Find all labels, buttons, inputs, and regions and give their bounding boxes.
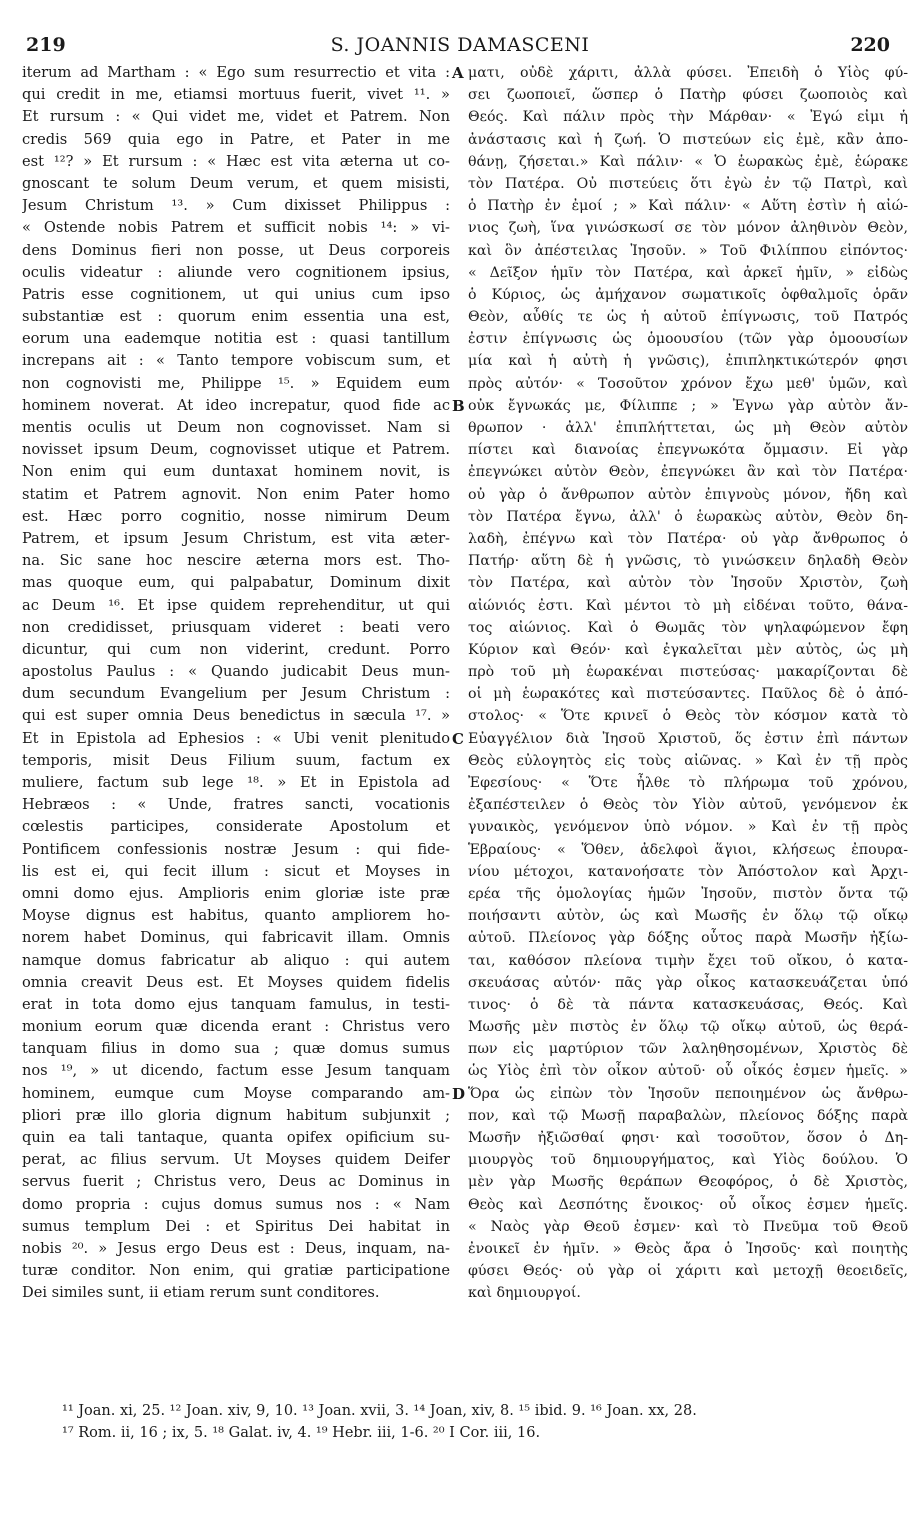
latin-text-line: non credidisset, priusquam videret : beati vero <box>22 618 450 636</box>
latin-text-line: Hebræos : « Unde, fratres sancti, vocationis <box>22 796 450 814</box>
greek-text-line: Ἐφεσίους· « Ὅτε ἦλθε τὸ πλήρωμα τοῦ χρόνου, <box>468 775 908 791</box>
page-number-left: 219 <box>26 34 66 56</box>
latin-text-line: dens Dominus fieri non posse, ut Deus corporeis <box>22 241 450 259</box>
greek-text-line: οὐκ ἔγνωκάς με, Φίλιππε ; » Ἐγνω γὰρ αὐτὸν ἄν- <box>468 397 908 414</box>
greek-text-line: Ἑβραίους· « Ὅθεν, ἀδελφοὶ ἅγιοι, κλήσεως ἐπουρα- <box>468 841 908 858</box>
latin-text-line: Patris esse cognitionem, ut qui unius cum ipso <box>22 285 450 303</box>
latin-text-line: increpans ait : « Tanto tempore vobiscum sum, et <box>22 352 450 370</box>
latin-text-line: Jesum Christum ¹³. » Cum dixisset Philippus : <box>22 197 450 215</box>
greek-text-line: λαδὴ, ἐπέγνω καὶ τὸν Πατέρα· οὐ γὰρ ἄνθρωπος ὁ <box>468 530 908 547</box>
latin-text-line: est. Hæc porro cognitio, nosse nimirum Deum <box>22 507 450 525</box>
latin-column <box>22 62 450 1372</box>
greek-text-line: θρωπον · ἀλλ' ἐπιπλήττεται, ὡς μὴ Θεὸν αὐτὸν <box>468 420 908 436</box>
greek-text-line: ἐξαπέστειλεν ὁ Θεὸς τὸν Υἱὸν αὐτοῦ, γενόμενον ἐκ <box>468 797 908 814</box>
margin-marker-b: B <box>452 397 465 415</box>
greek-text-line: ἐνοικεῖ ἐν ἡμῖν. » Θεὸς ἄρα ὁ Ἰησοῦς· καὶ ποιητὴς <box>468 1240 908 1257</box>
latin-text-line: qui credit in me, etiamsi mortuus fuerit, vivet ¹¹. » <box>22 86 450 104</box>
latin-text-line: temporis, misit Deus Filium suum, factum ex <box>22 751 450 769</box>
latin-text-line: namque domus fabricatur ab aliquo : qui autem <box>22 951 450 969</box>
latin-text-line: perat, ac filius servum. Ut Moyses quidem Deifer <box>22 1151 450 1169</box>
latin-text-line: na. Sic sane hoc nescire æterna mors est. Tho- <box>22 552 450 570</box>
greek-text-line: Μωσῆν ἠξιῶσθαί φησι· καὶ τοσοῦτον, ὅσον ὁ Δη- <box>468 1130 908 1146</box>
greek-text-line: τὸν Πατέρα, καὶ αὐτὸν τὸν Ἰησοῦν Χριστὸν, ζωὴ <box>468 575 908 592</box>
greek-text-line: Μωσῆς μὲν πιστὸς ἐν ὅλῳ τῷ οἴκῳ αὐτοῦ, ὡς θερά- <box>468 1019 908 1036</box>
footnote-line: ¹⁷ Rom. ii, 16 ; ix, 5. ¹⁸ Galat. iv, 4. ¹⁹ Hebr. iii, 1-6. ²⁰ I Cor. iii, 16. <box>62 1425 541 1441</box>
greek-text-line: σει ζωοποιεῖ, ὥσπερ ὁ Πατὴρ φύσει ζωοποιὸς καὶ <box>468 87 908 104</box>
margin-marker-d: D <box>452 1085 466 1103</box>
footnote-line: ¹¹ Joan. xi, 25. ¹² Joan. xiv, 9, 10. ¹³ Joan. xvii, 3. ¹⁴ Joan, xiv, 8. ¹⁵ ibid. 9. ¹⁶ Joan. xx, 28. <box>62 1403 697 1419</box>
greek-text-line: Θεὸν, αὖθίς τε ὡς ἡ αὐτοῦ ἐπίγνωσις, τοῦ Πατρός <box>468 309 908 326</box>
greek-text-line: ἀνάστασις καὶ ἡ ζωή. Ὁ πιστεύων εἰς ἐμὲ, κἂν ἀπο- <box>468 131 908 148</box>
latin-text-line: statim et Patrem agnovit. Non enim Pater homo <box>22 485 450 503</box>
latin-text-line: Patrem, et ipsum Jesum Christum, est vita æter- <box>22 529 450 547</box>
greek-text-line: θάνῃ, ζήσεται.» Καὶ πάλιν· « Ὁ ἑωρακὼς ἐμὲ, ἑώρακε <box>468 153 908 170</box>
greek-text-line: πρὸ τοῦ μὴ ἑωρακέναι πιστεύσας· μακαρίζονται δὲ <box>468 664 908 681</box>
greek-text-line: Εὐαγγέλιον διὰ Ἰησοῦ Χριστοῦ, ὅς ἐστιν ἐπὶ πάντων <box>468 730 908 747</box>
greek-text-line: τὸν Πατέρα. Οὐ πιστεύεις ὅτι ἐγὼ ἐν τῷ Πατρὶ, καὶ <box>468 175 908 192</box>
greek-text-line: πον, καὶ τῷ Μωσῇ παραβαλὼν, πλείονος δόξης παρὰ <box>468 1107 908 1124</box>
latin-text-line: quin ea tali tantaque, quanta opifex opificium su- <box>22 1129 450 1146</box>
latin-text-line: est ¹²? » Et rursum : « Hæc est vita æterna ut co- <box>22 152 450 170</box>
latin-text-line: ac Deum ¹⁶. Et ipse quidem reprehenditur, ut qui <box>22 596 450 614</box>
greek-text-line: ὡς Υἱὸς ἐπὶ τὸν οἶκον αὐτοῦ· οὗ οἶκός ἐσμεν ἡμεῖς. » <box>468 1063 908 1080</box>
greek-column <box>468 62 908 1372</box>
latin-text-line: nobis ²⁰. » Jesus ergo Deus est : Deus, inquam, na- <box>22 1239 450 1257</box>
greek-text-line: οὐ γὰρ ὁ ἄνθρωπον αὐτὸν ἐπιγνοὺς μόνον, ἤδη καὶ <box>468 486 908 503</box>
latin-text-line: turæ conditor. Non enim, qui gratiæ participatione <box>22 1262 450 1280</box>
latin-text-line: erat in tota domo ejus tanquam famulus, in testi- <box>22 995 450 1013</box>
page-header <box>0 34 920 60</box>
greek-text-line: ερέα τῆς ὁμολογίας ἡμῶν Ἰησοῦν, πιστὸν ὄντα τῷ <box>468 885 908 902</box>
greek-text-line: « Δεῖξον ἡμῖν τὸν Πατέρα, καὶ ἀρκεῖ ἡμῖν, » εἰδὼς <box>468 264 908 281</box>
latin-text-line: omni domo ejus. Amplioris enim gloriæ iste præ <box>22 884 450 902</box>
greek-text-line: πίστει καὶ διανοίας ἐπεγνωκότα ὄμμασιν. Εἰ γὰρ <box>468 442 908 459</box>
latin-text-line: gnoscant te solum Deum verum, et quem misisti, <box>22 174 450 192</box>
greek-text-line: ὁ Κύριος, ὡς ἀμήχανον σωματικοῖς ὀφθαλμοῖς ὁρᾶν <box>468 286 908 303</box>
latin-text-line: dicuntur, qui cum non viderint, credunt. Porro <box>22 640 450 658</box>
latin-text-line: mentis oculis ut Deum non cognovisset. Nam si <box>22 419 450 436</box>
greek-text-line: Πατήρ· αὕτη δὲ ἡ γνῶσις, τὸ γινώσκειν δηλαδὴ Θεὸν <box>468 553 908 570</box>
greek-text-line: τος αἰώνιος. Καὶ ὁ Θωμᾶς τὸν ψηλαφώμενον ἔφη <box>468 619 908 636</box>
latin-text-line: Dei similes sunt, ii etiam rerum sunt conditores. <box>22 1284 380 1302</box>
greek-text-line: Ὅρα ὡς εἰπὼν τὸν Ἰησοῦν πεποιημένον ὡς ἄνθρω- <box>468 1085 908 1102</box>
margin-marker-a: A <box>452 64 464 82</box>
latin-text-line: nos ¹⁹, » ut dicendo, factum esse Jesum tanquam <box>22 1062 450 1080</box>
page-number-right: 220 <box>850 34 890 56</box>
greek-text-line: ται, καθόσον πλείονα τιμὴν ἔχει τοῦ οἴκου, ὁ κατα- <box>468 952 908 969</box>
greek-text-line: γυναικὸς, γενόμενον ὑπὸ νόμον. » Καὶ ἐν τῇ πρὸς <box>468 819 908 836</box>
greek-text-line: τὸν Πατέρα ἔγνω, ἀλλ' ὁ ἑωρακὼς αὐτὸν, Θεὸν δη- <box>468 508 908 525</box>
greek-text-line: ἐστιν ἐπίγνωσις ὡς ὁμοουσίου (τῶν γὰρ ὁμοουσίων <box>468 331 908 348</box>
greek-text-line: μία καὶ ἡ αὐτὴ ἡ γνῶσις), ἐπιπληκτικώτερόν φησι <box>468 353 908 370</box>
latin-text-line: oculis videatur : aliunde vero cognitionem ipsius, <box>22 263 450 281</box>
latin-text-line: hominem noverat. At ideo increpatur, quod fide ac <box>22 396 450 414</box>
latin-text-line: hominem, eumque cum Moyse comparando am- <box>22 1084 450 1102</box>
latin-text-line: eorum una eademque notitia est : quasi tantillum <box>22 330 450 348</box>
greek-text-line: Θεὸς καὶ Δεσπότης ἔνοικος· οὗ οἶκος ἐσμεν ἡμεῖς. <box>468 1196 908 1213</box>
latin-text-line: Et rursum : « Qui videt me, videt et Patrem. Non <box>22 108 450 126</box>
greek-text-line: καὶ δημιουργοί. <box>468 1285 581 1302</box>
running-title: S. JOANNIS DAMASCENI <box>330 34 590 56</box>
latin-text-line: dum secundum Evangelium per Jesum Christum : <box>22 685 450 703</box>
latin-text-line: qui est super omnia Deus benedictus in sæcula ¹⁷. » <box>22 707 450 725</box>
latin-text-line: Non enim qui eum duntaxat hominem novit, is <box>22 463 450 481</box>
latin-text-line: cœlestis participes, considerate Apostolum et <box>22 818 450 836</box>
latin-text-line: Pontificem confessionis nostræ Jesum : qui fide- <box>22 840 450 858</box>
latin-text-line: monium eorum quæ dicenda erant : Christus vero <box>22 1018 450 1036</box>
greek-text-line: Θεὸς εὐλογητὸς εἰς τοὺς αἰῶνας. » Καὶ ἐν τῇ πρὸς <box>468 752 908 769</box>
greek-text-line: ποιήσαντι αὐτὸν, ὡς καὶ Μωσῆς ἐν ὅλῳ τῷ οἴκῳ <box>468 908 908 925</box>
latin-text-line: domo propria : cujus domus sumus nos : « Nam <box>22 1195 450 1213</box>
latin-text-line: novisset ipsum Deum, cognovisset utique et Patrem. <box>22 441 450 459</box>
greek-text-line: μὲν γὰρ Μωσῆς θεράπων Θεοφόρος, ὁ δὲ Χριστὸς, <box>468 1174 908 1191</box>
latin-text-line: tanquam filius in domo sua ; quæ domus sumus <box>22 1040 450 1058</box>
latin-text-line: muliere, factum sub lege ¹⁸. » Et in Epistola ad <box>22 774 450 791</box>
greek-text-line: ματι, οὐδὲ χάριτι, ἀλλὰ φύσει. Ἐπειδὴ ὁ Υἱὸς φύ- <box>468 65 908 81</box>
latin-text-line: lis est ei, qui fecit illum : sicut et Moyses in <box>22 862 450 880</box>
greek-text-line: ὁ Πατὴρ ἐν ἐμοί ; » Καὶ πάλιν· « Αὕτη ἐστὶν ἡ αἰώ- <box>468 198 908 215</box>
latin-text-line: credis 569 quia ego in Patre, et Pater in me <box>22 130 450 148</box>
greek-text-line: « Ναὸς γὰρ Θεοῦ ἐσμεν· καὶ τὸ Πνεῦμα τοῦ Θεοῦ <box>468 1218 908 1235</box>
greek-text-line: φύσει Θεός· οὐ γὰρ οἱ χάριτι καὶ μετοχῇ θεοειδεῖς, <box>468 1263 908 1280</box>
greek-text-line: πρὸς αὐτόν· « Τοσοῦτον χρόνον ἔχω μεθ' ὑμῶν, καὶ <box>468 375 908 392</box>
latin-text-line: apostolus Paulus : « Quando judicabit Deus mun- <box>22 663 450 681</box>
latin-text-line: « Ostende nobis Patrem et sufficit nobis ¹⁴: » vi- <box>22 219 450 237</box>
footnotes <box>62 1400 892 1444</box>
greek-text-line: τινος· ὁ δὲ τὰ πάντα κατασκευάσας, Θεός. Καὶ <box>468 996 908 1013</box>
greek-text-line: καὶ ὃν ἀπέστειλας Ἰησοῦν. » Τοῦ Φιλίππου εἰπόντος· <box>468 242 908 259</box>
greek-text-line: πων εἰς μαρτύριον τῶν λαληθησομένων, Χριστὸς δὲ <box>468 1041 908 1058</box>
latin-text-line: Et in Epistola ad Ephesios : « Ubi venit plenitudo <box>22 729 450 747</box>
latin-text-line: iterum ad Martham : « Ego sum resurrectio et vita : <box>22 64 450 81</box>
latin-text-line: servus fuerit ; Christus vero, Deus ac Dominus in <box>22 1173 450 1191</box>
greek-text-line: οἱ μὴ ἑωρακότες καὶ πιστεύσαντες. Παῦλος δὲ ὁ ἀπό- <box>468 686 908 703</box>
greek-text-line: σκευάσας αὐτόν· πᾶς γὰρ οἶκος κατασκευάζεται ὑπό <box>468 974 908 991</box>
margin-marker-c: C <box>452 730 464 748</box>
latin-text-line: omnia creavit Deus est. Et Moyses quidem fidelis <box>22 973 450 991</box>
greek-text-line: αὐτοῦ. Πλείονος γὰρ δόξης οὗτος παρὰ Μωσῆν ἠξίω- <box>468 930 908 947</box>
latin-text-line: norem habet Dominus, qui fabricavit illam. Omnis <box>22 929 450 947</box>
greek-text-line: στολος· « Ὅτε κρινεῖ ὁ Θεὸς τὸν κόσμον κατὰ τὸ <box>468 708 908 725</box>
latin-text-line: sumus templum Dei : et Spiritus Dei habitat in <box>22 1217 450 1235</box>
greek-text-line: αἰώνιός ἐστι. Καὶ μέντοι τὸ μὴ εἰδέναι τοῦτο, θάνα- <box>468 597 908 614</box>
greek-text-line: νιος ζωὴ, ἵνα γινώσκωσί σε τὸν μόνον ἀληθινὸν Θεὸν, <box>468 220 908 237</box>
greek-text-line: Θεός. Καὶ πάλιν πρὸς τὴν Μάρθαν· « Ἐγώ εἰμι ἡ <box>468 109 908 126</box>
greek-text-line: Κύριον καὶ Θεόν· καὶ ἐγκαλεῖται μὲν αὐτὸς, ὡς μὴ <box>468 641 908 658</box>
latin-text-line: Moyse dignus est habitus, quanto ampliorem ho- <box>22 907 450 925</box>
latin-text-line: mas quoque eum, qui palpabatur, Dominum dixit <box>22 574 450 592</box>
greek-text-line: ἐπεγνώκει αὐτὸν Θεὸν, ἐπεγνώκει ἂν καὶ τὸν Πατέρα· <box>468 464 908 481</box>
latin-text-line: non cognovisti me, Philippe ¹⁵. » Equidem eum <box>22 374 450 392</box>
greek-text-line: νίου μέτοχοι, κατανοήσατε τὸν Ἀπόστολον καὶ Ἀρχι- <box>468 863 908 880</box>
latin-text-line: substantiæ est : quorum enim essentia una est, <box>22 308 450 326</box>
greek-text-line: μιουργὸς τοῦ δημιουργήματος, καὶ Υἱὸς δούλου. Ὁ <box>468 1152 908 1169</box>
latin-text-line: pliori præ illo gloria dignum habitum subjunxit ; <box>22 1106 450 1124</box>
